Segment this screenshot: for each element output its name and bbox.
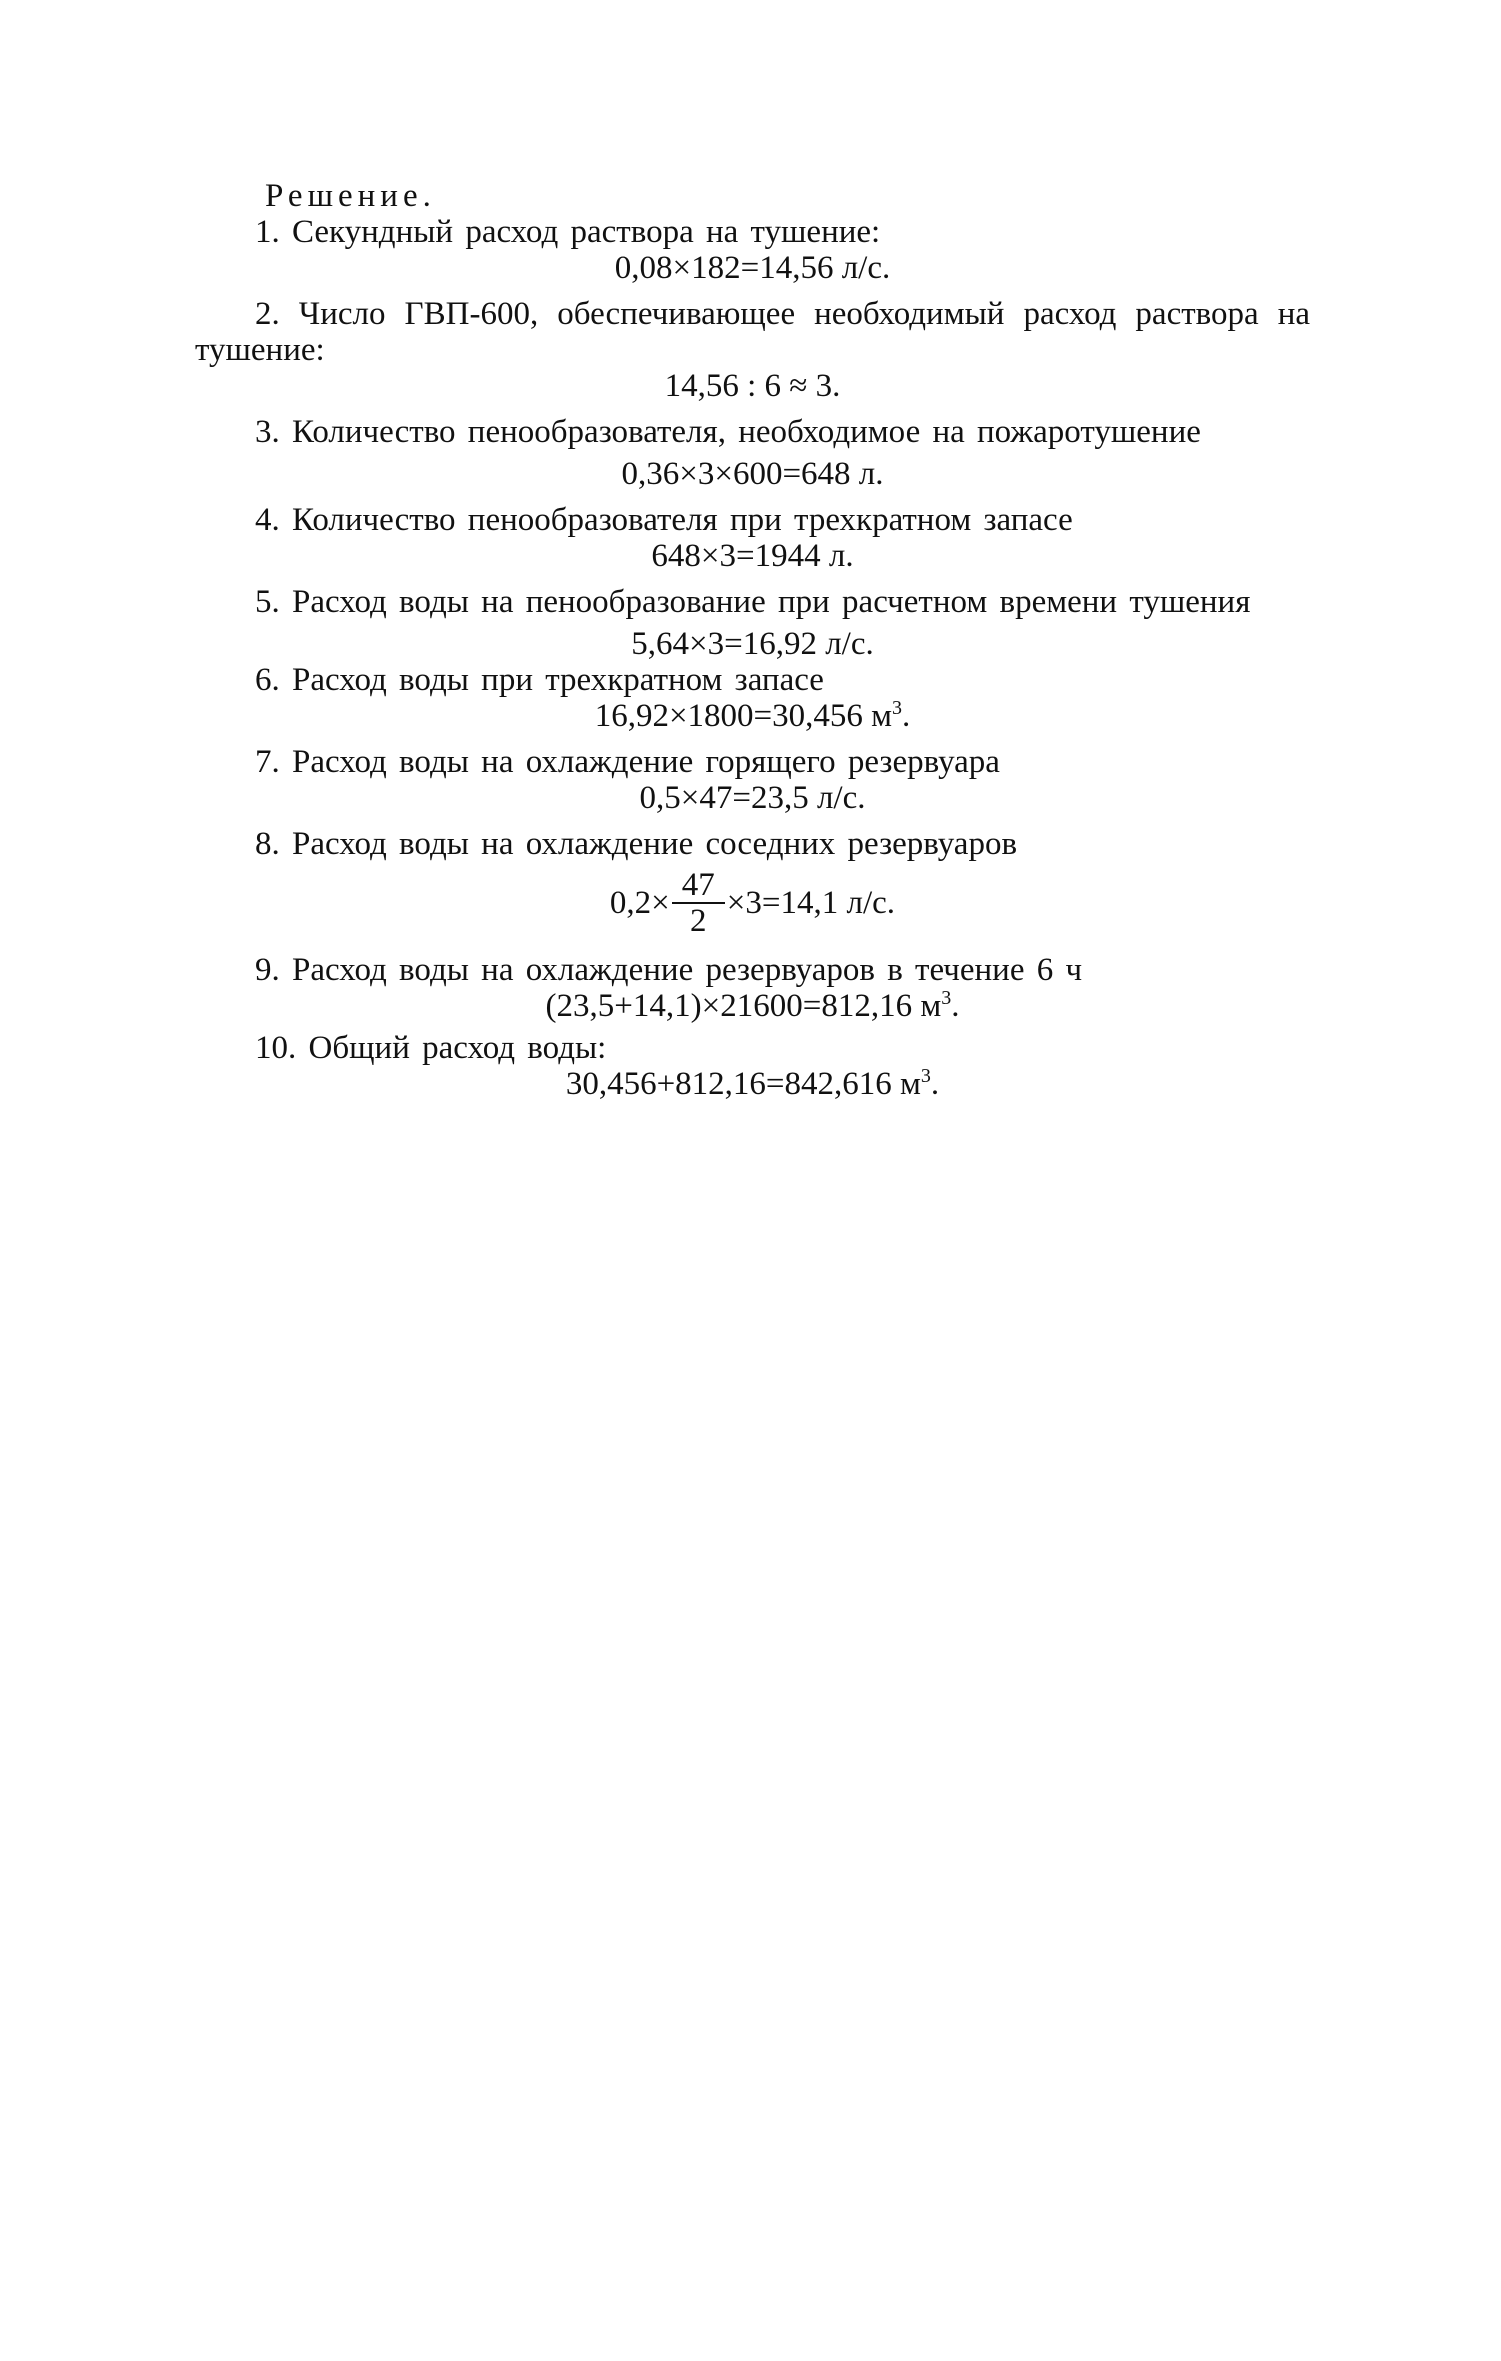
step-3-formula: 0,36×3×600=648 л.: [621, 456, 884, 492]
step-6-text: 6. Расход воды при трехкратном запасе: [255, 662, 824, 698]
step-8-fraction-denominator: 2: [690, 903, 707, 939]
step-6-formula-exponent: 3: [892, 697, 903, 719]
step-9-text: 9. Расход воды на охлаждение резервуаров в течение 6 ч: [255, 952, 1083, 988]
step-4-formula: 648×3=1944 л.: [651, 538, 854, 574]
step-9-formula: [195, 988, 1310, 1024]
solution-heading: Решение.: [265, 178, 436, 214]
step-8-fraction-numerator: 47: [672, 868, 725, 904]
step-10-formula-exponent: 3: [920, 1065, 931, 1087]
step-10-text: 10. Общий расход воды:: [255, 1030, 607, 1066]
step-8-formula: [195, 864, 1310, 942]
step-6-formula-main: 16,92×1800=30,456 м: [594, 698, 893, 734]
step-3-text: 3. Количество пенообразователя, необходимое на пожаротушение: [255, 414, 1201, 450]
step-5-formula: 5,64×3=16,92 л/с.: [631, 626, 874, 662]
solution-text: [195, 178, 1310, 1102]
step-9-formula-main: (23,5+14,1)×21600=812,16 м: [545, 988, 942, 1024]
step-8-formula-suffix: ×3=14,1 л/с.: [726, 885, 896, 921]
step-10-formula-main: 30,456+812,16=842,616 м: [565, 1066, 921, 1102]
step-10-formula: [195, 1066, 1310, 1102]
step-1-formula: 0,08×182=14,56 л/с.: [614, 250, 891, 286]
step-8-text: 8. Расход воды на охлаждение соседних резервуаров: [255, 826, 1018, 862]
step-1-text: 1. Секундный расход раствора на тушение:: [255, 214, 881, 250]
step-2-formula: 14,56 : 6 ≈ 3.: [664, 368, 841, 404]
step-5-text: 5. Расход воды на пенообразование при расчетном времени тушения: [255, 584, 1251, 620]
step-2-text: 2. Число ГВП-600, обеспечивающее необходимый расход раствора на тушение:: [195, 296, 1310, 368]
step-7-formula: 0,5×47=23,5 л/с.: [639, 780, 866, 816]
step-8-formula-wrap: [610, 864, 895, 942]
step-9-formula-exponent: 3: [941, 987, 952, 1009]
step-9-formula-end: .: [951, 988, 960, 1024]
step-8-fraction: [672, 868, 725, 938]
step-8-formula-prefix: 0,2×: [609, 885, 670, 921]
step-6-formula: [195, 698, 1310, 734]
step-7-text: 7. Расход воды на охлаждение горящего резервуара: [255, 744, 1000, 780]
step-6-formula-end: .: [902, 698, 911, 734]
step-10-formula-end: .: [930, 1066, 940, 1102]
step-4-text: 4. Количество пенообразователя при трехкратном запасе: [255, 502, 1073, 538]
